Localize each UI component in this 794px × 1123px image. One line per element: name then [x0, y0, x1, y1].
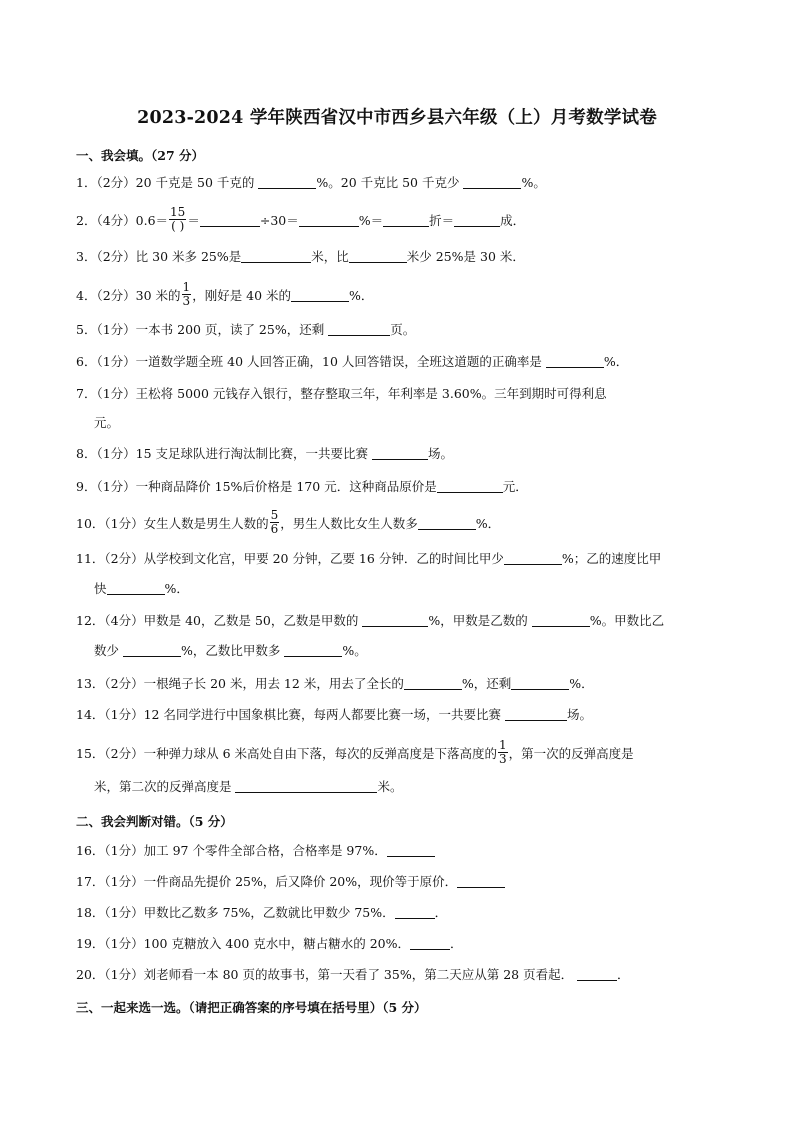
answer-blank[interactable] [328, 323, 390, 336]
answer-blank[interactable] [291, 289, 349, 302]
page-title: 2023-2024 学年陕西省汉中市西乡县六年级（上）月考数学试卷 [137, 108, 657, 128]
answer-blank[interactable] [463, 176, 521, 189]
answer-blank[interactable] [299, 214, 359, 227]
answer-blank[interactable] [505, 708, 567, 721]
question-6: 6．（1分）一道数学题全班 40 人回答正确，10 人回答错误，全班这道题的正确率是 %． [76, 354, 629, 369]
question-3: 3．（2分）比 30 米多 25%是 米，比 米少 25%是 30 米． [76, 249, 525, 264]
question-17: 17．（1分）一件商品先提价 25%，后又降价 20%，现价等于原价． [76, 874, 505, 890]
answer-blank[interactable] [107, 582, 165, 595]
question-13: 13．（2分）一根绳子长 20 米，用去 12 米，用去了全长的 %，还剩 %． [76, 676, 594, 691]
answer-blank[interactable] [349, 250, 407, 263]
question-1: 1．（2分）20 千克是 50 千克的 %。20 千克比 50 千克少 %。 [76, 175, 546, 190]
section-multiple-choice: 三、一起来选一选。（请把正确答案的序号填在括号里）（5 分） [76, 1000, 427, 1015]
answer-blank[interactable] [395, 906, 435, 919]
question-7: 7．（1分）王松将 5000 元钱存入银行，整存整取三年，年利率是 3.60%。三年到期时可得利息 [76, 386, 607, 401]
answer-blank[interactable] [404, 677, 462, 690]
answer-blank[interactable] [123, 644, 181, 657]
answer-blank[interactable] [546, 355, 604, 368]
question-20: 20．（1分）刘老师看一本 80 页的故事书，第一天看了 35%，第二天应从第 28 页看起． ． [76, 967, 630, 982]
question-11: 11．（2分）从学校到文化宫，甲要 20 分钟，乙要 16 分钟．乙的时间比甲少 %；乙的速度比甲 [76, 551, 662, 566]
fraction: $\frac{1}{3}$ [499, 738, 507, 766]
question-19: 19．（1分）100 克糖放入 400 克水中，糖占糖水的 20%． ． [76, 936, 463, 951]
section-fill-in: 一、我会填。（27 分） [76, 148, 204, 163]
answer-blank[interactable] [200, 214, 260, 227]
question-8: 8．（1分）15 支足球队进行淘汰制比赛，一共要比赛 场。 [76, 446, 454, 461]
answer-blank[interactable] [241, 250, 311, 263]
answer-blank[interactable] [410, 937, 450, 950]
answer-blank[interactable] [235, 780, 377, 793]
answer-blank[interactable] [504, 552, 562, 565]
answer-blank[interactable] [418, 517, 476, 530]
question-12: 12．（4分）甲数是 40，乙数是 50，乙数是甲数的 %，甲数是乙数的 %。甲数比乙 [76, 613, 665, 628]
question-4: 4．（2分）30 米的 $\frac{1}{3}$ ，刚好是 40 米的 %． [76, 280, 374, 308]
answer-blank[interactable] [258, 176, 316, 189]
question-11-continued: 快 %． [94, 581, 189, 596]
question-14: 14．（1分）12 名同学进行中国象棋比赛，每两人都要比赛一场，一共要比赛 场。 [76, 707, 592, 722]
question-9: 9．（1分）一种商品降价 15%后价格是 170 元．这种商品原价是 元． [76, 479, 528, 494]
question-2: 2．（4分）0.6＝ $\frac{15}{( )}$ ＝ ÷30＝ %＝ 折＝ 成． [76, 205, 526, 233]
answer-blank[interactable] [387, 844, 435, 857]
question-5: 5．（1分）一本书 200 页，读了 25%，还剩 页。 [76, 322, 416, 337]
answer-blank[interactable] [383, 214, 429, 227]
question-16: 16．（1分）加工 97 个零件全部合格，合格率是 97%． [76, 843, 435, 859]
answer-blank[interactable] [437, 480, 503, 493]
question-15-continued: 米，第二次的反弹高度是 米。 [94, 779, 403, 794]
fraction: $\frac{5}{6}$ [270, 508, 279, 536]
question-12-continued: 数少 %，乙数比甲数多 %。 [94, 643, 367, 658]
question-18: 18．（1分）甲数比乙数多 75%，乙数就比甲数少 75%． ． [76, 905, 448, 920]
question-10: 10．（1分）女生人数是男生人数的 $\frac{5}{6}$ ，男生人数比女生人数多 %． [76, 508, 501, 536]
answer-blank[interactable] [362, 614, 428, 627]
answer-blank[interactable] [577, 968, 617, 981]
fraction: $\frac{1}{3}$ [182, 280, 191, 308]
answer-blank[interactable] [532, 614, 590, 627]
question-15: 15．（2分）一种弹力球从 6 米高处自由下落，每次的反弹高度是下落高度的 $\frac{1}{3}$ ，第一次的反弹高度是 [76, 738, 634, 766]
answer-blank[interactable] [454, 214, 500, 227]
answer-blank[interactable] [457, 875, 505, 888]
fraction: $\frac{15}{( )}$ [170, 205, 186, 233]
answer-blank[interactable] [511, 677, 569, 690]
section-true-false: 二、我会判断对错。（5 分） [76, 814, 233, 829]
question-7-continued: 元。 [94, 415, 120, 430]
answer-blank[interactable] [372, 447, 428, 460]
answer-blank[interactable] [284, 644, 342, 657]
